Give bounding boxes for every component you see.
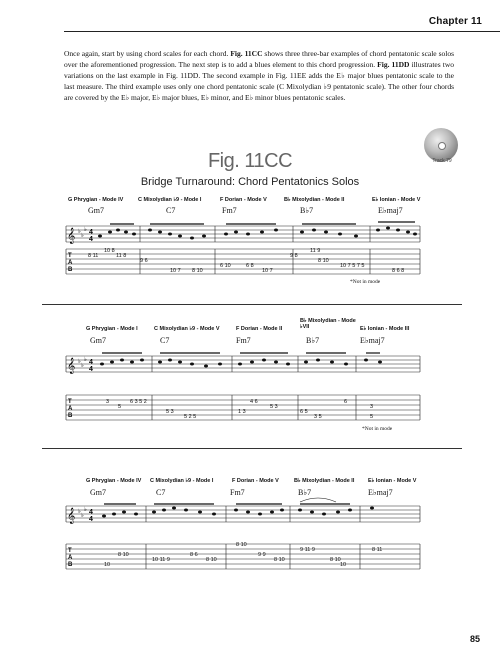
- header-rule: [64, 31, 500, 32]
- system-3: [0, 466, 500, 586]
- treble-clef-icon: 𝄞: [67, 357, 76, 373]
- chord-symbol: E♭maj7: [378, 206, 403, 215]
- svg-text:A: A: [68, 555, 73, 561]
- page-header: [0, 0, 500, 40]
- svg-text:8 6 8: 8 6 8: [392, 268, 405, 274]
- svg-text:B: B: [68, 413, 73, 419]
- mode-label: F Dorian - Mode II: [236, 326, 283, 332]
- chord-symbol: C7: [166, 206, 176, 215]
- svg-text:6 3 5 2: 6 3 5 2: [130, 399, 147, 405]
- svg-text:8 10: 8 10: [330, 557, 341, 563]
- svg-text:8 11: 8 11: [88, 253, 99, 259]
- svg-text:♭: ♭: [78, 509, 81, 515]
- svg-text:8 10: 8 10: [236, 542, 247, 548]
- svg-text:9 9: 9 9: [258, 552, 266, 558]
- mode-label: B♭ Mixolydian - Mode II: [294, 478, 355, 484]
- intro-paragraph: [64, 48, 454, 103]
- svg-text:5: 5: [370, 414, 374, 420]
- mode-label: E♭ Ionian - Mode III: [360, 326, 410, 332]
- svg-text:10: 10: [340, 562, 347, 568]
- svg-text:♭: ♭: [81, 233, 84, 239]
- svg-text:♭: ♭: [84, 507, 87, 513]
- mode-label: G Phrygian - Mode IV: [68, 197, 124, 203]
- svg-text:B: B: [68, 267, 73, 273]
- svg-text:9 8: 9 8: [290, 253, 298, 259]
- svg-text:T: T: [68, 399, 72, 405]
- svg-text:6 8: 6 8: [246, 263, 254, 269]
- staff-and-tab: [0, 466, 500, 586]
- svg-text:B: B: [68, 562, 73, 568]
- svg-text:T: T: [68, 548, 72, 554]
- svg-text:♭: ♭: [81, 363, 84, 369]
- svg-text:5 3: 5 3: [166, 409, 174, 415]
- svg-text:8 10: 8 10: [118, 552, 129, 558]
- svg-text:8 10: 8 10: [206, 557, 217, 563]
- svg-text:6 10: 6 10: [220, 263, 231, 269]
- figure-number: Fig. 11CC: [207, 150, 293, 172]
- chord-symbol: B♭7: [298, 488, 312, 497]
- svg-text:10 11 9: 10 11 9: [152, 557, 170, 563]
- svg-text:8 6: 8 6: [190, 552, 198, 558]
- svg-text:4: 4: [89, 366, 93, 373]
- chord-symbol: Gm7: [90, 488, 106, 497]
- chapter-label: Chapter 11: [428, 16, 482, 27]
- treble-clef-icon: 𝄞: [67, 227, 76, 243]
- figure-title: Bridge Turnaround: Chord Pentatonics Solos: [140, 176, 360, 188]
- svg-text:4: 4: [89, 236, 93, 243]
- mode-label: F Dorian - Mode V: [232, 478, 279, 484]
- mode-label: E♭ Ionian - Mode V: [372, 197, 421, 203]
- treble-clef-icon: 𝄞: [67, 507, 76, 523]
- svg-text:8 10: 8 10: [318, 258, 329, 264]
- cd-hole: [438, 142, 446, 150]
- mode-label: B♭ Mixolydian - Mode II: [284, 197, 345, 203]
- svg-text:9 11 9: 9 11 9: [300, 547, 315, 553]
- svg-text:T: T: [68, 253, 72, 259]
- svg-text:10 7: 10 7: [170, 268, 181, 274]
- svg-text:4: 4: [89, 509, 93, 516]
- svg-text:5 2 5: 5 2 5: [184, 414, 197, 420]
- mode-label: C Mixolydian ♭9 - Mode I: [150, 478, 214, 484]
- chord-symbol: B♭7: [300, 206, 314, 215]
- svg-text:A: A: [68, 260, 73, 266]
- system-separator: [42, 304, 462, 305]
- intro-text-1: Once again, start by using chord scales for each chord.: [64, 49, 231, 58]
- page-number: 85: [469, 634, 480, 644]
- svg-text:6: 6: [344, 399, 348, 405]
- svg-text:5: 5: [118, 404, 122, 410]
- chord-symbol: B♭7: [306, 336, 320, 345]
- intro-fig-ref-1: Fig. 11CC: [230, 49, 263, 58]
- svg-text:4: 4: [89, 229, 93, 236]
- svg-text:9 6: 9 6: [140, 258, 148, 264]
- svg-text:♭: ♭: [84, 357, 87, 363]
- mode-label: G Phrygian - Mode IV: [86, 478, 142, 484]
- chord-symbol: Gm7: [90, 336, 106, 345]
- svg-text:♭: ♭: [78, 229, 81, 235]
- chord-symbol: C7: [156, 488, 166, 497]
- svg-text:♭: ♭: [78, 359, 81, 365]
- system-separator: [42, 448, 462, 449]
- mode-label: F Dorian - Mode V: [220, 197, 267, 203]
- svg-text:4: 4: [89, 359, 93, 366]
- svg-text:11 8: 11 8: [116, 253, 127, 259]
- staff-and-tab: [0, 197, 500, 297]
- chord-symbol: C7: [160, 336, 170, 345]
- svg-text:8 10: 8 10: [274, 557, 285, 563]
- track-label: Track 79: [432, 158, 452, 164]
- svg-text:3: 3: [370, 404, 374, 410]
- chord-symbol: E♭maj7: [368, 488, 393, 497]
- intro-fig-ref-2: Fig. 11DD: [377, 60, 410, 69]
- svg-text:3 5: 3 5: [314, 414, 322, 420]
- svg-text:♭: ♭: [84, 227, 87, 233]
- chord-symbol: Fm7: [222, 206, 237, 215]
- svg-text:4 6: 4 6: [250, 399, 258, 405]
- chord-symbol: Fm7: [236, 336, 251, 345]
- intro-text-3: illustrates two variations on the last example in Fig. 11DD. The second example in Fig. 11EE adds the E♭ major blues pentatonic scale to the last measure. The third example uses only one chord pentatonic scale (C Mixolydian ♭9 pentatonic scale). The other four chords are covered by the E♭ major, E♭ major blues, E♭ minor, and E♭ minor blues pentatonic scales.: [64, 60, 454, 102]
- cd-track-icon: [424, 128, 458, 162]
- svg-text:10 7 5 7 5: 10 7 5 7 5: [340, 263, 365, 269]
- intro-text-2: shows three three-bar examples of chord pentatonic scale solos over the aforementioned progression. The next step is to add a blues element to this chord progression.: [64, 49, 454, 69]
- mode-label: C Mixolydian ♭9 - Mode I: [138, 197, 202, 203]
- chord-symbol: Gm7: [88, 206, 104, 215]
- footnote: *Not in mode: [350, 279, 381, 285]
- footnote: *Not in mode: [362, 426, 393, 432]
- chord-symbol: Fm7: [230, 488, 245, 497]
- svg-text:A: A: [68, 406, 73, 412]
- svg-text:1 3: 1 3: [238, 409, 246, 415]
- staff-and-tab: [0, 318, 500, 438]
- system-2: [0, 318, 500, 438]
- mode-label: B♭ Mixolydian - Mode ♭VII: [300, 318, 356, 330]
- svg-text:11 9: 11 9: [310, 248, 321, 254]
- system-1: [0, 197, 500, 297]
- mode-label: E♭ Ionian - Mode V: [368, 478, 417, 484]
- svg-text:6 5: 6 5: [300, 409, 308, 415]
- svg-text:10 8: 10 8: [104, 248, 115, 254]
- svg-text:5 3: 5 3: [270, 404, 278, 410]
- chord-symbol: E♭maj7: [360, 336, 385, 345]
- svg-text:♭: ♭: [81, 513, 84, 519]
- svg-text:8 10: 8 10: [192, 268, 203, 274]
- mode-label: G Phrygian - Mode I: [86, 326, 138, 332]
- svg-text:8 11: 8 11: [372, 547, 383, 553]
- mode-label: C Mixolydian ♭9 - Mode V: [154, 326, 220, 332]
- svg-text:4: 4: [89, 516, 93, 523]
- svg-text:3: 3: [106, 399, 110, 405]
- svg-text:10 7: 10 7: [262, 268, 273, 274]
- svg-text:10: 10: [104, 562, 111, 568]
